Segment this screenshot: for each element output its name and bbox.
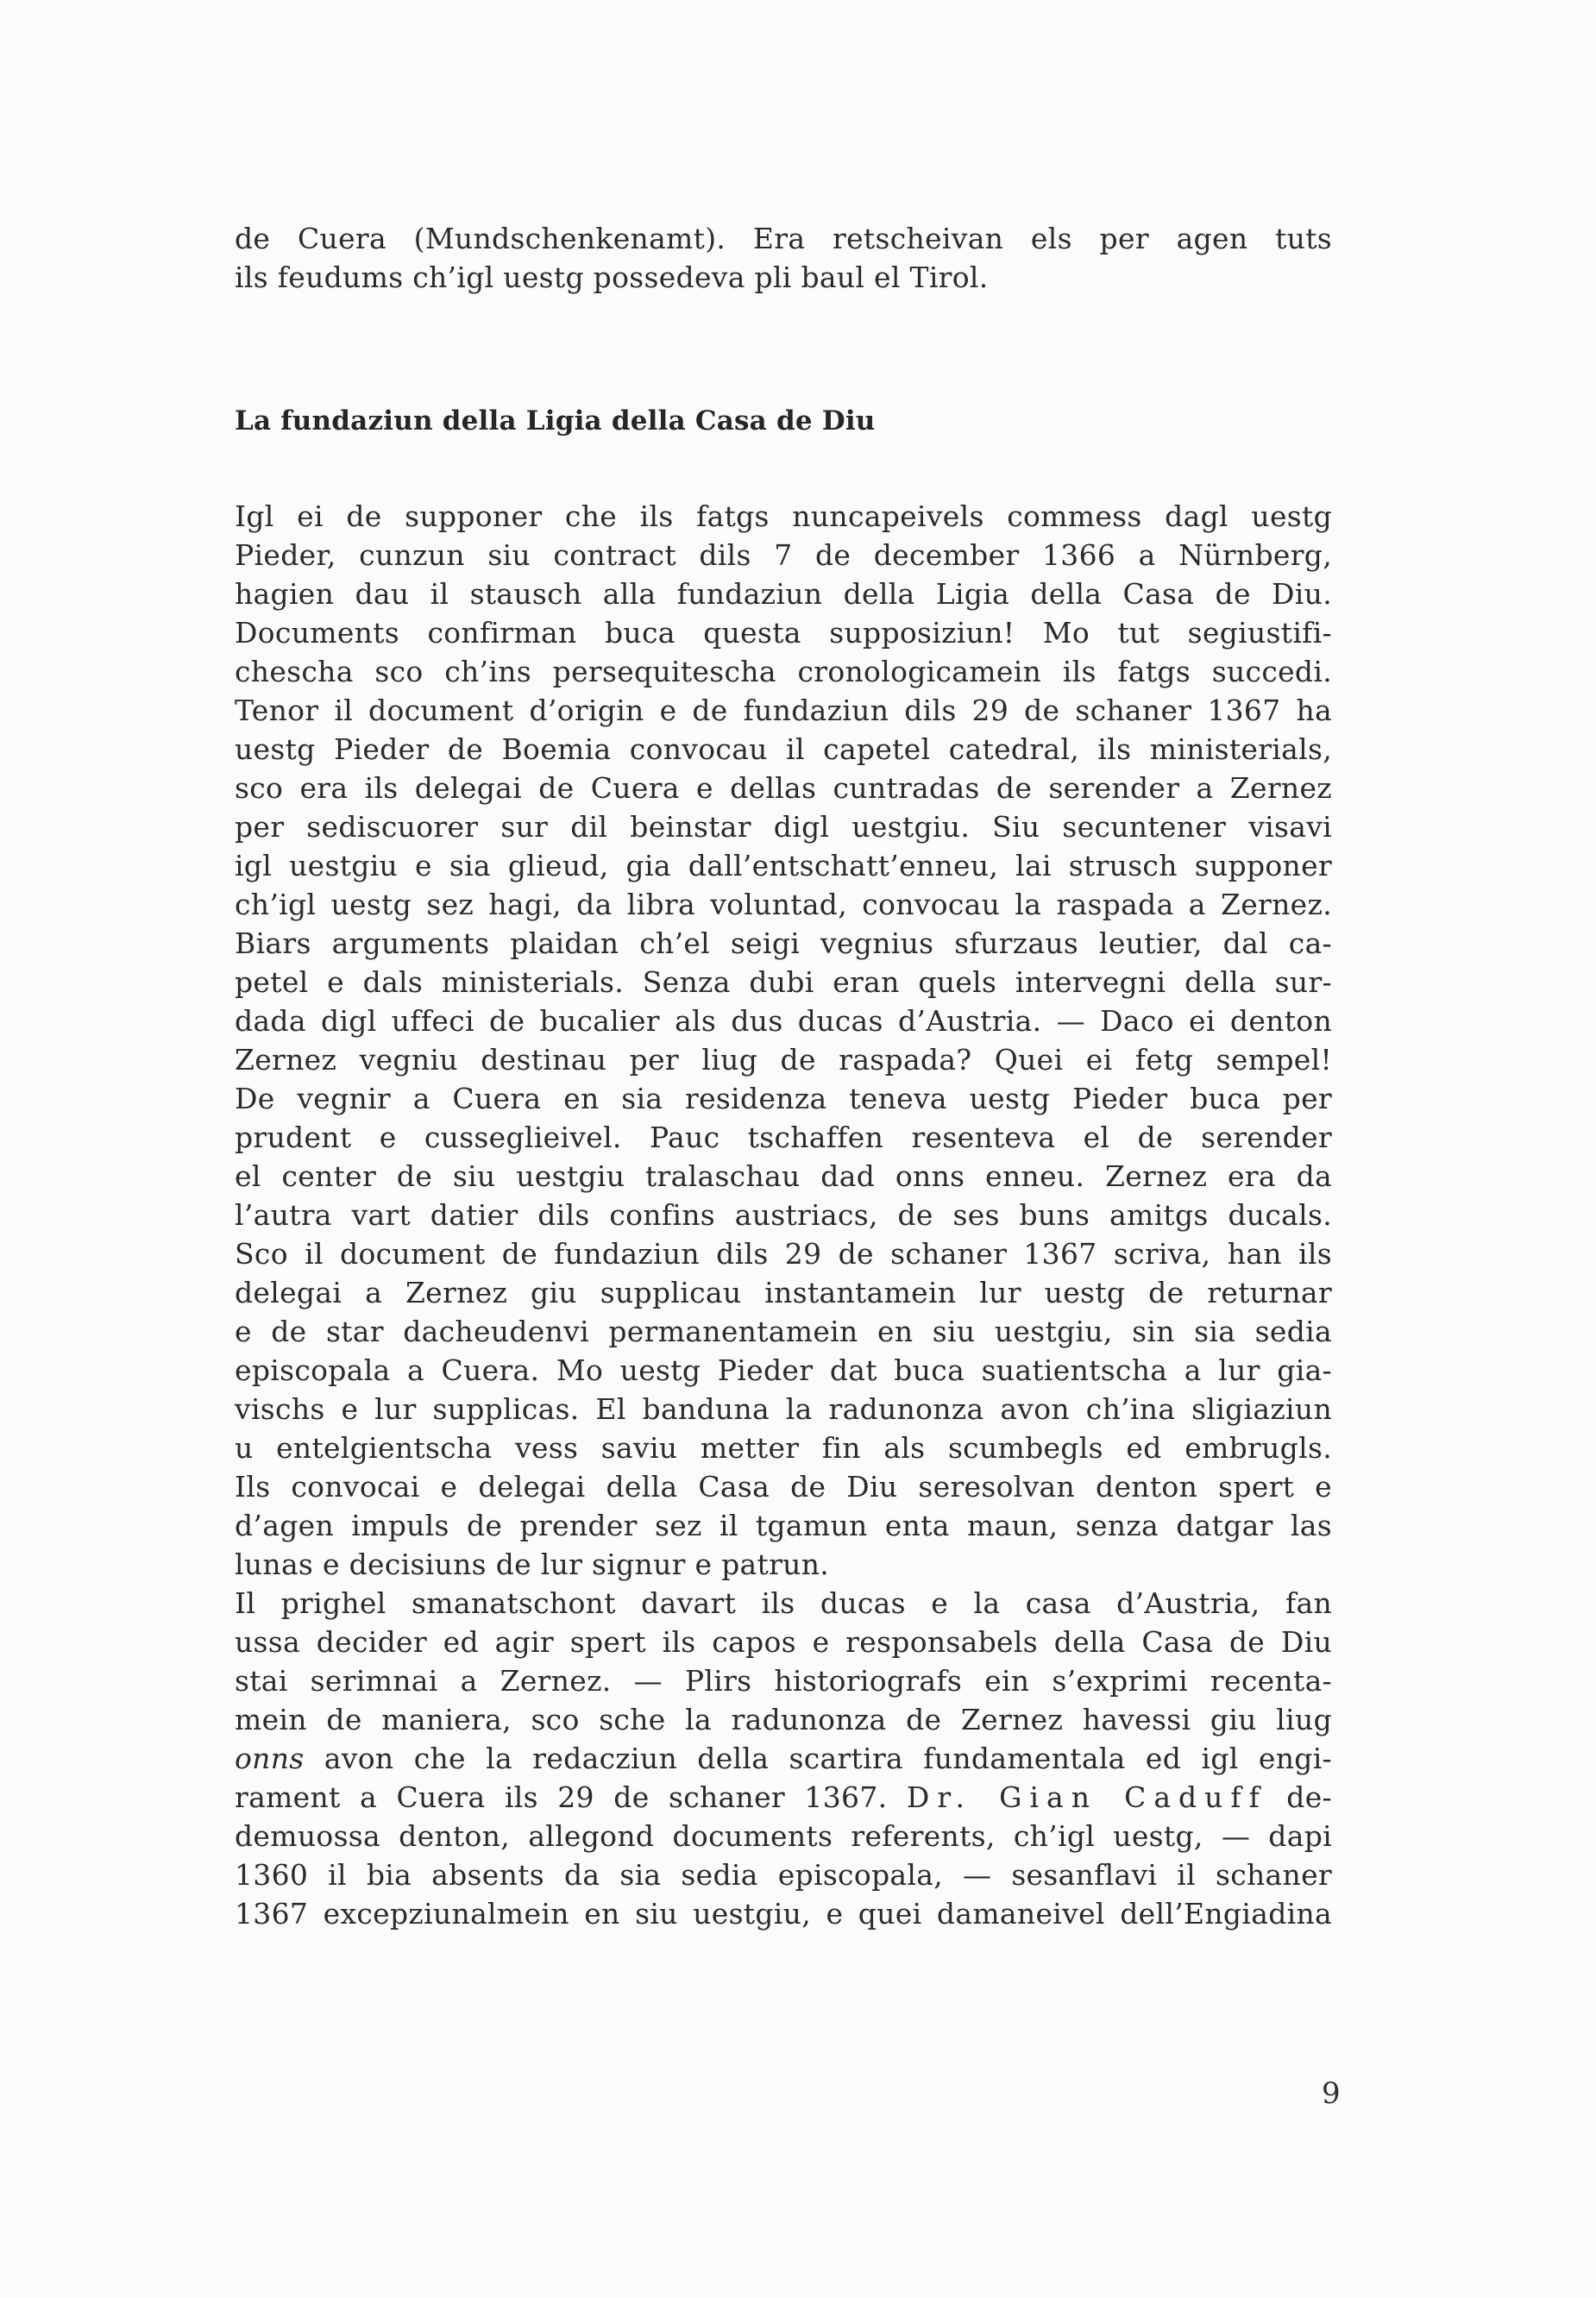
- text-fragment: avon che la redacziun della scartira fundamentala ed igl engi-: [324, 1742, 1332, 1775]
- text-line: Biars arguments plaidan ch’el seigi vegnius sfurzaus leutier, dal ca-: [235, 926, 1332, 960]
- text-line: Sco il document de fundaziun dils 29 de schaner 1367 scriva, han ils: [235, 1237, 1332, 1271]
- text-line: lunas e decisiuns de lur signur e patrun.: [235, 1548, 830, 1581]
- intro-paragraph: [235, 219, 1332, 297]
- text-line: episcopala a Cuera. Mo uestg Pieder dat buca suatientscha a lur gia-: [235, 1353, 1332, 1387]
- page-number: 9: [1322, 2076, 1341, 2111]
- section-heading: La fundaziun della Ligia della Casa de Diu: [235, 405, 876, 436]
- text-line: 1360 il bia absents da sia sedia episcopala, — sesanflavi il schaner: [235, 1858, 1332, 1892]
- text-line: ils feudums ch’igl uestg possedeva pli baul el Tirol.: [235, 261, 989, 294]
- text-line: d’agen impuls de prender sez il tgamun enta maun, senza datgar las: [235, 1509, 1332, 1542]
- text-line-with-italic: [235, 1739, 1332, 1778]
- text-line: Ils convocai e delegai della Casa de Diu seresolvan denton spert e: [235, 1470, 1332, 1504]
- text-line: e de star dacheudenvi permanentamein en siu uestgiu, sin sia sedia: [235, 1315, 1332, 1348]
- text-line: stai serimnai a Zernez. — Plirs historiografs ein s’exprimi recenta-: [235, 1664, 1332, 1698]
- text-line: Documents confirman buca questa supposiziun! Mo tut segiustifi-: [235, 616, 1332, 650]
- text-line: petel e dals ministerials. Senza dubi eran quels intervegni della sur-: [235, 965, 1332, 999]
- text-line-with-spaced-name: [235, 1778, 1332, 1817]
- text-line: Pieder, cunzun siu contract dils 7 de december 1366 a Nürnberg,: [235, 538, 1332, 572]
- text-line: el center de siu uestgiu tralaschau dad onns enneu. Zernez era da: [235, 1159, 1332, 1193]
- italic-word: onns: [235, 1742, 305, 1775]
- text-fragment: de-: [1286, 1780, 1332, 1814]
- text-line: ch’igl uestg sez hagi, da libra voluntad, convocau la raspada a Zernez.: [235, 888, 1332, 921]
- text-line: uestg Pieder de Boemia convocau il capetel catedral, ils ministerials,: [235, 732, 1332, 766]
- body-text: [235, 497, 1332, 1933]
- text-line: mein de maniera, sco sche la radunonza de Zernez havessi giu liug: [235, 1703, 1332, 1736]
- text-line: Igl ei de supponer che ils fatgs nuncapeivels commess dagl uestg: [235, 499, 1332, 533]
- text-line: u entelgientscha vess saviu metter fin als scumbegls ed embrugls.: [235, 1431, 1332, 1465]
- text-line: dada digl uffeci de bucalier als dus ducas d’Austria. — Daco ei denton: [235, 1004, 1332, 1038]
- text-line: igl uestgiu e sia glieud, gia dall’entschatt’enneu, lai strusch supponer: [235, 849, 1332, 882]
- text-line: 1367 excepziunalmein en siu uestgiu, e quei damaneivel dell’Engiadina: [235, 1897, 1332, 1931]
- text-line: sco era ils delegai de Cuera e dellas cuntradas de serender a Zernez: [235, 771, 1332, 805]
- text-line: per sediscuorer sur dil beinstar digl uestgiu. Siu secuntener visavi: [235, 810, 1332, 844]
- text-line: de Cuera (Mundschenkenamt). Era retscheivan els per agen tuts: [235, 222, 1332, 255]
- text-line: ussa decider ed agir spert ils capos e responsabels della Casa de Diu: [235, 1625, 1332, 1659]
- text-line: delegai a Zernez giu supplicau instantamein lur uestg de returnar: [235, 1276, 1332, 1309]
- spaced-author-name: Dr. Gian Caduff: [906, 1780, 1267, 1814]
- text-line: hagien dau il stausch alla fundaziun della Ligia della Casa de Diu.: [235, 577, 1332, 611]
- text-line: Zernez vegniu destinau per liug de raspada? Quei ei fetg sempel!: [235, 1043, 1332, 1077]
- text-line: demuossa denton, allegond documents referents, ch’igl uestg, — dapi: [235, 1819, 1332, 1853]
- text-line: vischs e lur supplicas. El banduna la radunonza avon ch’ina sligiaziun: [235, 1392, 1332, 1426]
- text-fragment: rament a Cuera ils 29 de schaner 1367.: [235, 1780, 888, 1814]
- text-line: De vegnir a Cuera en sia residenza teneva uestg Pieder buca per: [235, 1082, 1332, 1115]
- text-line: chescha sco ch’ins persequitescha cronologicamein ils fatgs succedi.: [235, 655, 1332, 688]
- text-line: prudent e cusseglieivel. Pauc tschaffen resenteva el de serender: [235, 1121, 1332, 1154]
- text-line: l’autra vart datier dils confins austriacs, de ses buns amitgs ducals.: [235, 1198, 1332, 1232]
- text-line: Il prighel smanatschont davart ils ducas e la casa d’Austria, fan: [235, 1586, 1332, 1620]
- text-line: Tenor il document d’origin e de fundaziun dils 29 de schaner 1367 ha: [235, 694, 1332, 727]
